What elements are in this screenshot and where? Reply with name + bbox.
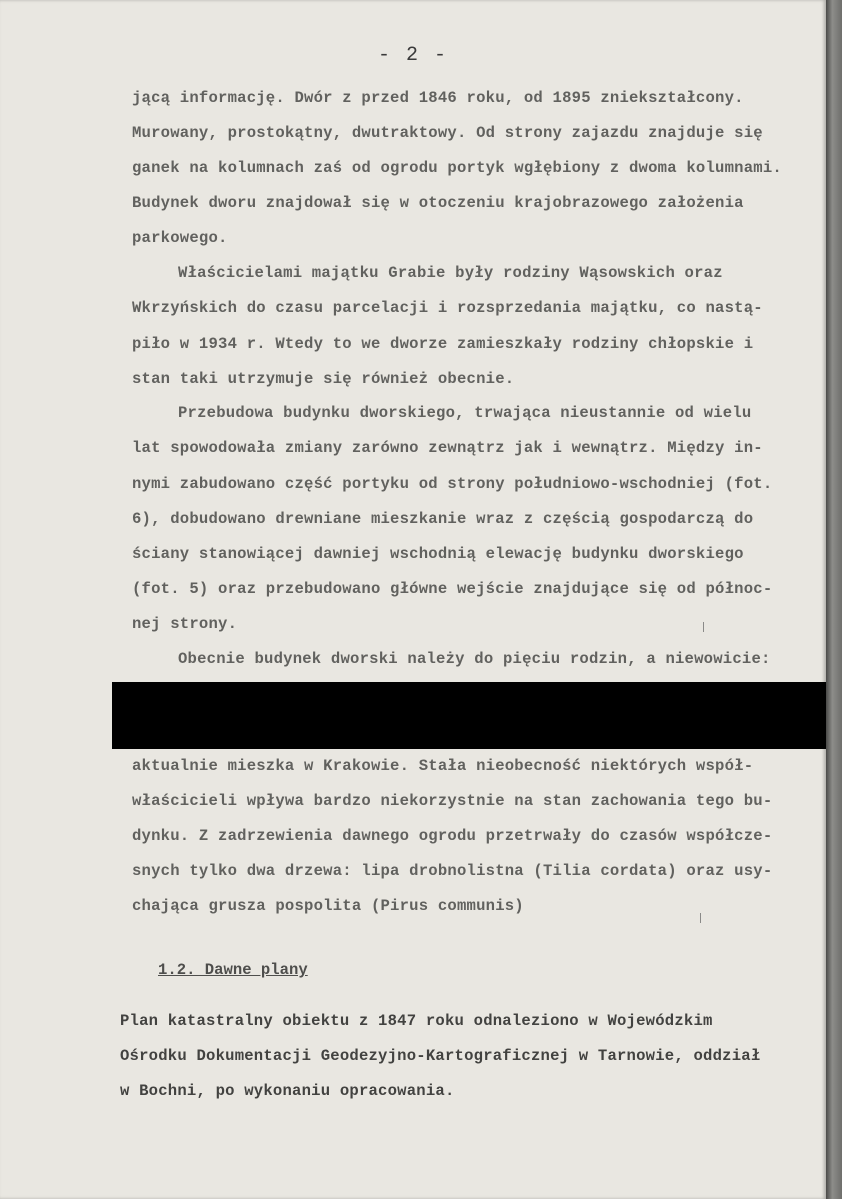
text-line: snych tylko dwa drzewa: lipa drobnolistna (Tilia cordata) oraz usy- [132,862,773,880]
text-line: ganek na kolumnach zaś od ogrodu portyk wgłębiony z dwoma kolumnami. [132,159,782,177]
page-number: - 2 - [377,44,448,67]
text-line: właścicieli wpływa bardzo niekorzystnie na stan zachowania tego bu- [132,792,773,810]
text-line: Murowany, prostokątny, dwutraktowy. Od strony zajazdu znajduje się [132,124,763,142]
text-line: ściany stanowiącej dawniej wschodnią elewację budynku dworskiego [132,545,744,563]
text-line: Właścicielami majątku Grabie były rodziny Wąsowskich oraz [178,264,723,282]
text-line: Ośrodku Dokumentacji Geodezyjno-Kartograficznej w Tarnowie, oddział [120,1047,761,1065]
text-line: dynku. Z zadrzewienia dawnego ogrodu przetrwały do czasów współcze- [132,827,773,845]
text-line: aktualnie mieszka w Krakowie. Stała nieobecność niektórych współ- [132,757,754,775]
text-line: Budynek dworu znajdował się w otoczeniu krajobrazowego założenia [132,194,744,212]
text-line: Przebudowa budynku dworskiego, trwająca nieustannie od wielu [178,404,752,422]
text-line: Plan katastralny obiektu z 1847 roku odnaleziono w Wojewódzkim [120,1012,713,1030]
text-line: parkowego. [132,229,228,247]
text-line: jącą informację. Dwór z przed 1846 roku, od 1895 zniekształcony. [132,89,744,107]
section-heading: 1.2. Dawne plany [158,961,308,979]
text-line: nymi zabudowano część portyku od strony południowo-wschodniej (fot. [132,475,773,493]
text-line: Obecnie budynek dworski należy do pięciu rodzin, a niewowicie: [178,650,771,668]
redaction-block [112,682,826,749]
text-line: (fot. 5) oraz przebudowano główne wejście znajdujące się od północ- [132,580,773,598]
paper-mark [703,622,704,632]
text-line: nej strony. [132,615,238,633]
text-line: piło w 1934 r. Wtedy to we dworze zamieszkały rodziny chłopskie i [132,335,754,353]
page-edge-shadow [826,0,842,1199]
text-line: 6), dobudowano drewniane mieszkanie wraz z częścią gospodarczą do [132,510,754,528]
text-line: stan taki utrzymuje się również obecnie. [132,370,515,388]
text-line: chająca grusza pospolita (Pirus communis) [132,897,524,915]
text-line: Wkrzyńskich do czasu parcelacji i rozsprzedania majątku, co nastą- [132,299,763,317]
text-line: lat spowodowała zmiany zarówno zewnątrz jak i wewnątrz. Między in- [132,439,763,457]
paper-mark [700,913,701,923]
text-line: w Bochni, po wykonaniu opracowania. [120,1082,455,1100]
